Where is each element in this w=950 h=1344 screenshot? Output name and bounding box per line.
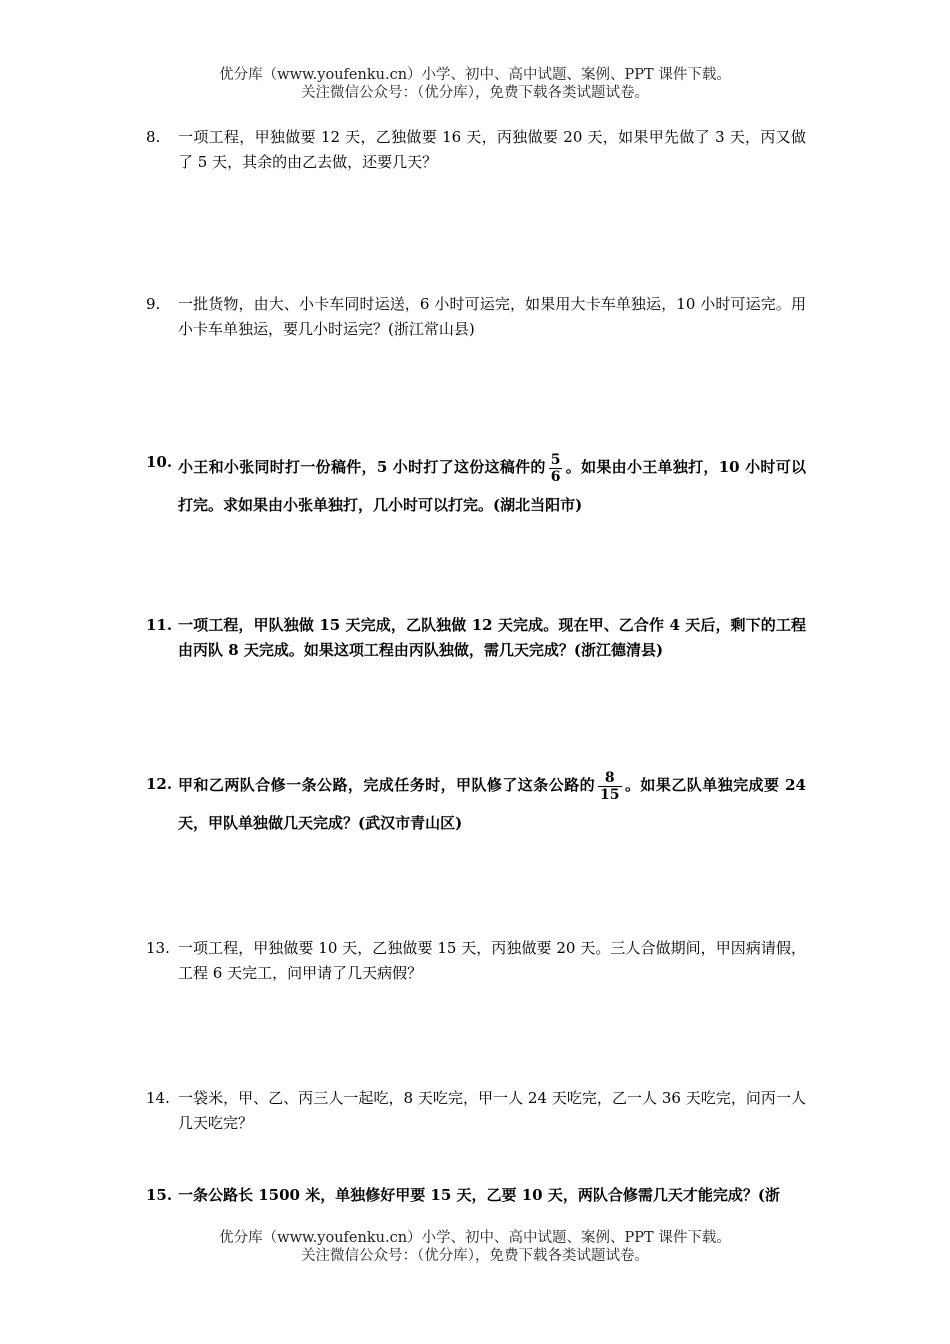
problem-10 [146, 448, 806, 524]
problem-text [178, 766, 806, 842]
problem-number: 15. [146, 1186, 173, 1204]
fraction-denominator: 6 [550, 468, 561, 485]
problem-text: 一项工程，甲队独做 15 天完成，乙队独做 12 天完成。现在甲、乙合作 4 天后，剩下的工程由丙队 8 天完成。如果这项工程由丙队独做，需几天完成？(浙江德清县) [178, 616, 806, 659]
fraction [598, 770, 621, 803]
problem-number: 10. [146, 453, 173, 471]
page-header [0, 66, 950, 102]
problem-text: 一条公路长 1500 米，单独修好甲要 15 天，乙要 10 天，两队合修需几天才能完成？(浙 [178, 1186, 780, 1204]
fraction-numerator: 8 [598, 770, 621, 787]
fraction-denominator: 15 [600, 786, 620, 803]
problem-number: 8. [146, 128, 161, 146]
problem-text [178, 448, 806, 524]
problem-number: 14. [146, 1089, 170, 1107]
footer-line-1: 优分库（www.youfenku.cn）小学、初中、高中试题、案例、PPT 课件下载。 [219, 1230, 731, 1246]
page-footer [0, 1229, 950, 1265]
problem-9 [146, 292, 806, 342]
problem-text-after: 。如果由小王单独打，10 小时可以打完。求如果由小张单独打，几小时可以打完。(湖北当阳市) [178, 458, 806, 514]
footer-line-2: 关注微信公众号：（优分库），免费下载各类试题试卷。 [301, 1248, 649, 1264]
problem-text: 一项工程，甲独做要 10 天，乙独做要 15 天，丙独做要 20 天。三人合做期间，甲因病请假，工程 6 天完工，问甲请了几天病假？ [178, 939, 806, 982]
header-line-2: 关注微信公众号：（优分库），免费下载各类试题试卷。 [301, 85, 649, 101]
problem-14 [146, 1086, 806, 1136]
fraction [549, 452, 563, 485]
problem-text-after: 。如果乙队单独完成要 24 天，甲队单独做几天完成？(武汉市青山区) [178, 776, 806, 832]
problem-15 [146, 1183, 806, 1208]
problem-number: 9. [146, 295, 161, 313]
problem-number: 12. [146, 775, 173, 793]
fraction-numerator: 5 [550, 451, 561, 468]
problem-number: 11. [146, 616, 173, 634]
problem-text: 一项工程，甲独做要 12 天，乙独做要 16 天，丙独做要 20 天，如果甲先做了 3 天，丙又做了 5 天，其余的由乙去做，还要几天？ [178, 128, 806, 171]
problem-text: 一批货物，由大、小卡车同时运送，6 小时可运完，如果用大卡车单独运，10 小时可运完。用小卡车单独运，要几小时运完？(浙江常山县) [178, 295, 806, 338]
problem-11 [146, 613, 806, 663]
problem-text-before: 甲和乙两队合修一条公路，完成任务时，甲队修了这条公路的 [178, 776, 596, 794]
problem-8 [146, 125, 806, 175]
problem-text: 一袋米，甲、乙、丙三人一起吃，8 天吃完，甲一人 24 天吃完，乙一人 36 天吃完，问丙一人几天吃完？ [178, 1089, 806, 1132]
problem-13 [146, 936, 806, 986]
problem-12 [146, 766, 806, 842]
problem-text-before: 小王和小张同时打一份稿件，5 小时打了这份这稿件的 [178, 458, 546, 476]
problem-number: 13. [146, 939, 170, 957]
header-line-1: 优分库（www.youfenku.cn）小学、初中、高中试题、案例、PPT 课件下载。 [219, 67, 731, 83]
